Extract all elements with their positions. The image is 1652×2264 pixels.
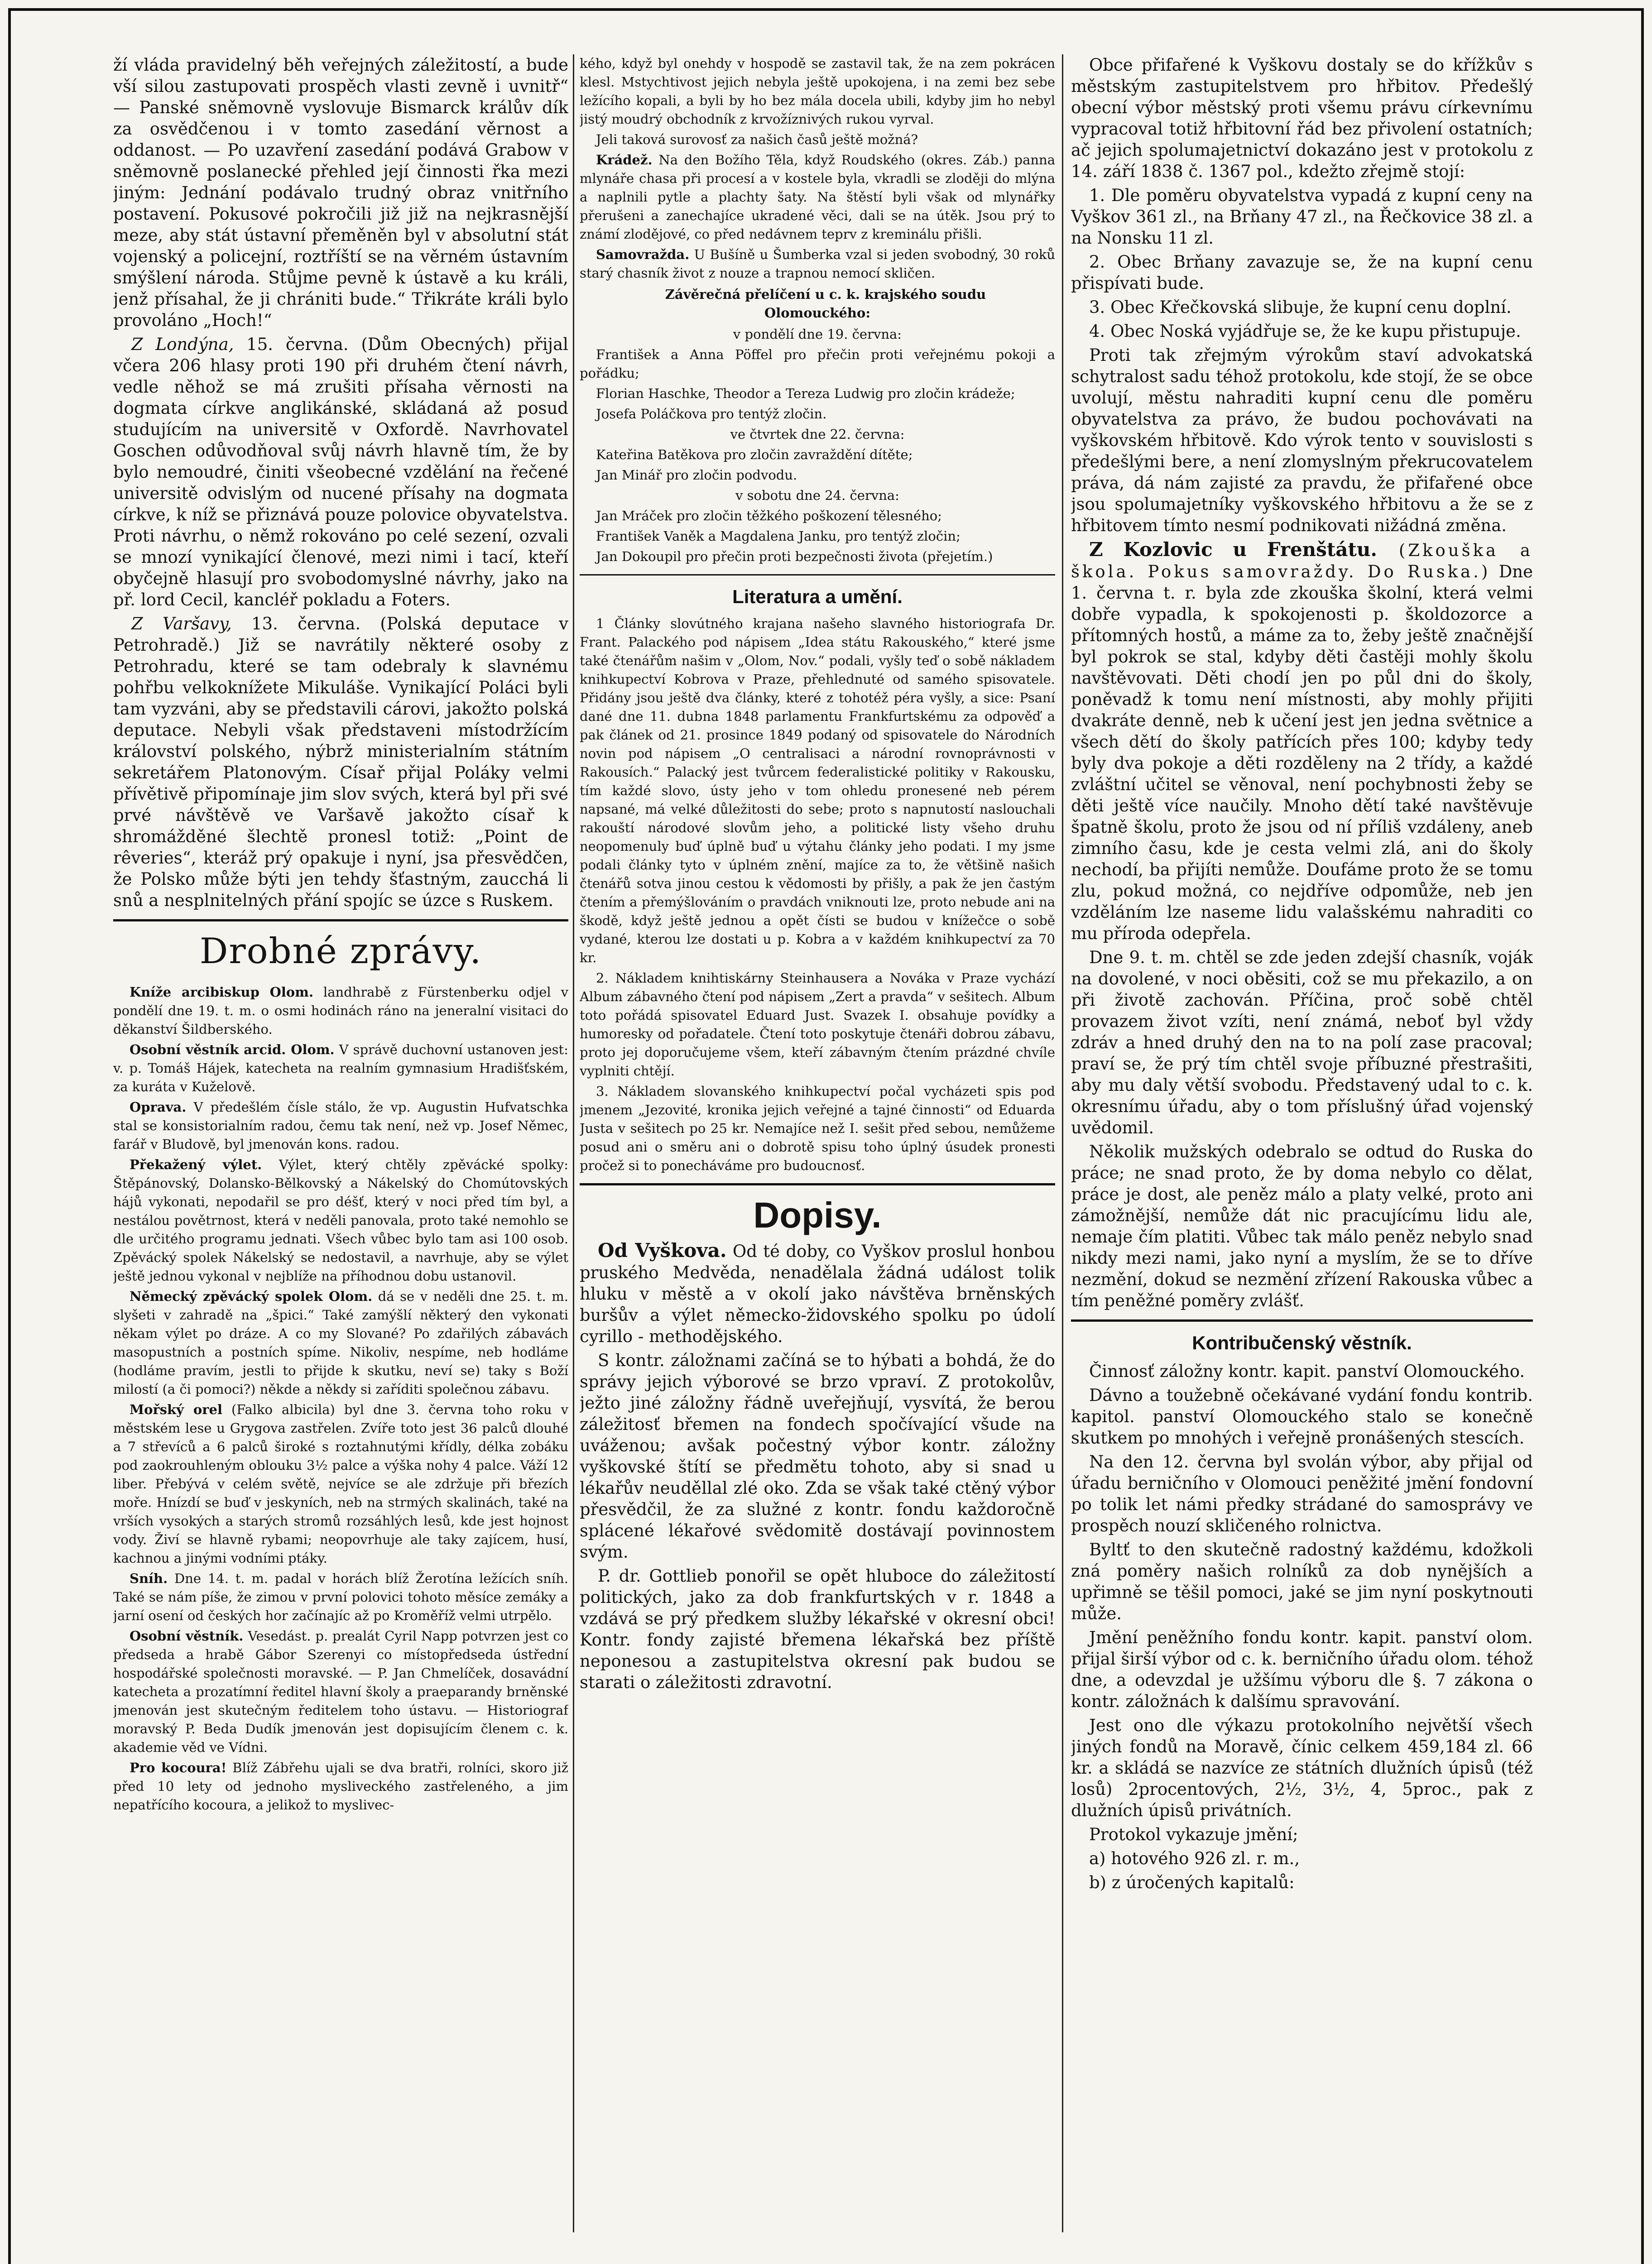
section-divider: [580, 574, 1055, 576]
court-heading: Závěrečná přelíčení u c. k. krajského soudu Olomouckého:: [665, 287, 986, 321]
court-date: ve čtvrtek dne 22. června:: [730, 427, 905, 442]
news-item-lead: Pro kocoura!: [130, 1760, 227, 1775]
news-item-lead: Německý zpěvácký spolek Olom.: [130, 1289, 373, 1304]
news-item-lead: Překažený výlet.: [130, 1157, 262, 1172]
news-item: [113, 1287, 568, 1399]
kontribucensky-paragraph: Jmění peněžního fondu kontr. kapit. panství olom. přijal širší výbor od c. k. berničního úřadu olom. téhož dne, a odevzdal je užšímu výboru dle §. 7 zákona o kontr. záložnách k dalšímu spravování.: [1071, 1628, 1533, 1711]
news-item-lead: Kníže arcibiskup Olom.: [130, 984, 314, 1000]
kontribucensky-article: [1071, 1361, 1533, 1845]
literature-item: 2. Nákladem knihtiskárny Steinhausera a Nováka v Praze vychází Album zábavného čtení pod nápisem „Zert a pravda“ v sešitech. Album toto pořádá spisovatel Eduard Just. Svazek I. obsahuje povídky a humoresky od pořadatele. Čtení toto poskytuje čtenáři dobrou zábavu, proto jej doporučujeme všem, kteří zábavným čtením prázdné chvíle vyplniti chtějí.: [580, 970, 1055, 1079]
news-item-text: (Falko albicila) byl dne 3. června toho roku v městském lese u Grygova zastřelen. Zvíře toto jest 36 palců dlouhé a 7 střevíců a 6 palců široké s roztahnutými křídly, délka zobáku pod zaokrouhleným oblouku 3½ palce a výška nohy 4 palce. Váží 12 liber. Přebývá v celém světě, nejvíce se ale zdržuje při březích moře. Hnízdí se buď v jeskyních, neb na strmých skalinách, také na vrších vysokých a starých stromů rozsáhlých lesů, kde jest hojnost vody. Živí se hlavně rybami; neopovrhuje ale taky zajícem, husí, kachnou a jinými vodními ptáky.: [113, 1402, 568, 1566]
kozlovice-lead: Z Kozlovic u Frenštátu.: [1089, 538, 1378, 561]
literature-list: [580, 614, 1055, 1175]
news-continuation: kého, když byl onehdy v hospodě se zastavil tak, že na zem pokrácen klesl. Mstychtivost jejich nebyla ještě upokojena, i na zemi bez sebe ležícího kopali, a byli by ho bez mála docela ubili, kdyby jim ho nebyl jistý moudrý obchodník z krvožíznivých rukou vyrval.: [580, 56, 1055, 127]
literature-item: 1 Články slovútného krajana našeho slavného historiografa Dr. Frant. Palackého pod nápisem „Idea státu Rakouského,“ které jsme také čtenářům našim v „Olom, Nov.“ podali, vyšly teď o sobě nákladem knihkupectví Kobrova v Praze, přehlednuté od samého spisovatele. Přidány jsou ještě dva články, které z tohotéž péra vyšly, a sice: Psaní dané dne 11. dubna 1848 parlamentu Frankfurtskému za odpověď a pak článek od 21. prosince 1849 podaný od spisovatele do Národních novin pod nápisem „O centralisaci a národní rovnoprávnosti v Rakousích.“ Palacký jest tvůrcem federalistické politiky v Rakousku, tím každé slovo, ústy jeho v tom ohledu pronesené neb pérem napsané, má velké důležitosti do sebe; proto s napnutostí naslouchali rakouští národové slovům jeho, a politické listy všeho druhu neopomenuly buď úplně buď u výtahu články jeho podati. I my jsme podali články tyto v úplném znění, majíce za to, že většině našich čtenářů sotva jinou cestou k vědomosti by přišly, a pak že jen častým čtením a přemýšlováním o pravdách vniknouti lze, proto nebude ani na škodě, když ještě jednou a opět čísti se budou v knížečce o sobě vydané, kterou lze dostati u p. Kobra a v každém knihkupectví za 70 kr.: [580, 616, 1055, 965]
court-list: [580, 325, 1055, 566]
vyskov-first-paragraph: [580, 1240, 1055, 1347]
court-date: v pondělí dne 19. června:: [733, 326, 902, 342]
politics-paragraph-berlin: ží vláda pravidelný běh veřejných záležitostí, a bude vší silou zastupovati prospěch vlasti zevně i uvnitř“ — Panské sněmovně vyslovuje Bismarck králův dík za osvědčenou i v tomto zasedání věrnost a oddanost. — Po uzavření zasedání podává Grabow v sněmovně poslanecké přehled její činnosti řka mezi jiným: Jednání podávalo trudný obraz vnitřního postavení. Pokusové pokročili již již na nejkrasnější meze, aby stát ústavní přeměněn byl v absolutní stát vojenský a policejní, roztříští se na věrném ústavním smýšlení národa. Stůjme pevně k ústavě a ku králi, jenž přísahal, že ji chrániti bude.“ Třikráte králi bylo provoláno „Hoch!“: [113, 55, 568, 330]
news-item-lead: Osobní věstník arcid. Olom.: [130, 1042, 335, 1057]
theft-lead: Krádež.: [596, 152, 653, 168]
list-item-b: b) z úročených kapitalů:: [1089, 1873, 1295, 1892]
vyskov-letter: [580, 1240, 1055, 1693]
cemetery-paragraph: 1. Dle poměru obyvatelstva vypadá z kupní ceny na Vyškov 361 zl., na Brňany 47 zl., na Řečkovice 38 zl. a na Nonsku 11 zl.: [1071, 186, 1533, 248]
news-item-text: Blíž Zábřehu ujali se dva bratři, rolníci, skoro již před 10 lety od jednoho mysliveckého zastřeleného, a jim nepatřícího kocoura, a jelikož to myslivec-: [113, 1760, 568, 1813]
news-item: [113, 1098, 568, 1154]
column-3: [1071, 54, 1533, 2246]
court-case: Jan Dokoupil pro přečin proti bezpečnosti života (přejetím.): [596, 549, 993, 564]
kontribucensky-paragraph: Dávno a toužebně očekávané vydání fondu kontrib. kapitol. panství Olomouckého stalo se konečně skutkem po mnohých i veřejně pronášených stescích.: [1071, 1386, 1533, 1448]
theft-text: Na den Božího Těla, když Roudského (okres. Záb.) panna mlynáře chasa při procesí a v kostele byla, vkradli se zloději do mlýna a naplnili pytle a plachty šaty. Na štěstí byli však od mlynářky přerušeni a zanechajíce ukradené věci, dali se na útěk. Jsou prý to známí zlodějové, co před nedávnem teprv z kreminálu přišli.: [580, 152, 1055, 242]
court-case: František a Anna Pöffel pro přečin proti veřejnému pokoji a pořádku;: [580, 347, 1055, 381]
kontribucensky-heading: Kontribučenský věstník.: [1192, 1332, 1412, 1353]
news-question: Jeli taková surovosť za našich časů ještě možná?: [596, 132, 918, 147]
court-case: Josefa Poláčkova pro tentýž zločin.: [596, 406, 827, 422]
suicide-paragraph: [580, 245, 1055, 283]
court-case: Jan Minář pro zločin podvodu.: [596, 467, 797, 483]
london-dateline: Z Londýna,: [131, 335, 234, 354]
literature-item: 3. Nákladem slovanského knihkupectví počal vycházeti spis pod jmenem „Jezovité, kronika jejich veřejné a tajné činnosti“ od Eduarda Justa v sešitech po 25 kr. Nemajíce než I. sešit před sebou, nemůžeme posud ani o směru ani o dobrotě spisu toho úplný úsudek pronesti pročež si to ponecháváme pro budoucnosť.: [580, 1084, 1055, 1173]
list-item-a: a) hotového 926 zl. r. m.,: [1089, 1849, 1300, 1868]
suicide-text: U Bušíně u Šumberka vzal si jeden svobodný, 30 roků starý chasník život z nouze a trapnou nemocí skličen.: [580, 247, 1055, 281]
suicide-lead: Samovražda.: [596, 247, 690, 262]
vyskov-text: Od té doby, co Vyškov proslul honbou pruského Medvěda, nenadělala žádná událost tolik hluku v městě a v okolí jako návštěva brněnských buršův a výlet německo-židovského spolku po údolí cyrillo - methodějského.: [580, 1242, 1055, 1346]
news-item-text: landhrabě z Fürstenberku odjel v pondělí dne 19. t. m. o osmi hodinách ráno na jeneralní visitaci do děkanství Šildberského.: [113, 984, 568, 1037]
news-item-text: dá se v neděli dne 25. t. m. slyšeti v zahradě na „špici.“ Také zamýšlí některý den vykonati někam výlet po dráze. A co my Slované? Po zdařilých zábavách masopustních a postních spíme. Nikoliv, nespíme, neb hodláme (hodláme pravím, jestli to přijde k skutku, neví se) taky s Boží milostí (a či pomoci?) někde a někdy si zaříditi společnou zábavu.: [113, 1289, 568, 1397]
cemetery-article: [1071, 54, 1533, 536]
court-case: Florian Haschke, Theodor a Tereza Ludwig pro zločin krádeže;: [596, 386, 1015, 401]
court-case: František Vaněk a Magdalena Janku, pro tentýž zločin;: [596, 528, 960, 544]
news-item: [113, 1156, 568, 1285]
column-2: [580, 54, 1055, 2246]
literatura-heading: Literatura a umění.: [732, 586, 903, 607]
dopisy-heading: Dopisy.: [753, 1195, 882, 1235]
cemetery-paragraph: 4. Obec Noská vyjádřuje se, že ke kupu přistupuje.: [1089, 321, 1521, 341]
column-1: [113, 54, 568, 2246]
warsaw-text: 13. června. (Polská deputace v Petrohradě.) Již se navrátily některé osoby z Petrohradu, které se tam odebraly k slavnému pohřbu velkoknížete Mikuláše. Vynikající Poláci byli tam vyzváni, aby se představili cárovi, jakožto polská deputace. Nebyli však představeni místodržícím království polského, nýbrž ministerialním státním sekretářem Platonovým. Císař přijal Poláky velmi přívětivě připomínaje jim slov svých, která byl při své prvé návštěvě ve Varšavě jakožto císař k shromážděné šlechtě pronesl totiž: „Point de rêveries“, kteráž prý opakuje i nyní, jsa přesvědčen, že Polsko může býti jen tehdy šťastným, zaucchá li snů a nesplnitelných přání spojíc se úzce s Ruskem.: [113, 614, 568, 910]
kozlovice-subtitle: (Zkouška a škola. Pokus samovraždy. Do Ruska.): [1071, 541, 1533, 581]
kontribucensky-paragraph: Jest ono dle výkazu protokolního největší všech jiných fondů na Moravě, čínic celkem 459,184 zl. 66 kr. a skládá se nazvíce ze státních dlužních úpisů (též losů) 2procentových, 2½, 3½, 4, 5proc., pak z dlužních úpisů privátních.: [1071, 1716, 1533, 1820]
kontribucensky-paragraph: Protokol vykazuje jmění;: [1089, 1825, 1298, 1844]
drobne-zpravy-heading: Drobné zprávy.: [199, 931, 482, 972]
section-divider: [1071, 1319, 1533, 1322]
news-item-lead: Oprava.: [130, 1099, 187, 1115]
news-item-text: Výlet, který chtěly zpěvácké spolky: Štěpánovský, Dolansko-Bělkovský a Nákelský do Chomútovských hájů vykonati, nepodařil se pro déšť, který v noci před tím byl, a nestálou povětrnost, která v neděli panovala, proto také nemohlo se dle určitého programu jednati. Všech vůbec bylo tam asi 100 osob. Zpěvácký spolek Nákelský se nedostavil, a navrhuje, aby se výlet ještě jednou vykonal v nejblíže na příhodnou dobu ustanovil.: [113, 1157, 568, 1284]
news-item: [113, 1569, 568, 1625]
cemetery-paragraph: 2. Obec Brňany zavazuje se, že na kupní cenu přispívati bude.: [1071, 252, 1533, 293]
kontribucensky-paragraph: Byltť to den skutečně radostný každému, kdožkoli zná poměry našich rolníků za dob nynějších a upřimně se těšil pomoci, jaké se jim nyní poskytnouti může.: [1071, 1540, 1533, 1623]
news-item-text: V předešlém čísle stálo, že vp. Augustin Hufvatschka stal se konsistorialním radou, čemu tak není, než vp. Josef Němec, farář v Bludově, byl jmenován kons. radou.: [113, 1099, 568, 1152]
kozlovice-text: Dne 1. června t. r. byla zde zkouška školní, která velmi dobře vypadla, k spokojenosti p. školdozorce a přítomných hostů, a máme za to, žeby ještě značnější byl pokrok se stal, kdyby děti častěji mohly školu navštěvovati. Děti chodí jen po půl dni do školy, poněvadž k tomu není místnosti, aby mohly přijiti dvakráte denně, neb k učení jest jen jedna světnice a všech dětí do školy patřících přes 100; kdyby tedy byly dva pokoje a děti rozděleny na 2 třídy, a každé zvláštní učitel se věnoval, není pochybnosti žeby se děti ještě více naučily. Mnoho dětí také navštěvuje špatně školu, proto že jsou od ní příliš vzdáleny, aneb zimního času, kde je cesta velmi zlá, ani do školy nechodí, ba přijíti nemůže. Doufáme proto že se tomu zlu, pokud možná, co nejdříve odpomůže, neb jen vzděláním lze naseme lidu valašskému nahraditi co mu příroda odepřela.: [1071, 562, 1533, 943]
warsaw-dateline: Z Varšavy,: [131, 614, 232, 633]
court-case: Kateřina Batěkova pro zločin zavraždění dítěte;: [596, 447, 913, 462]
warsaw-paragraph: [113, 613, 568, 911]
kozlovice-paragraph: Dne 9. t. m. chtěl se zde jeden zdejší chasník, voják na dovolené, v noci oběsiti, což se mu překazilo, a on při životě zachován. Příčina, proč sobě chtěl provazem život vzíti, není známá, neboť byl vždy zdráv a hned druhý den na to na polí zase pracoval; praví se, že prý tím chtěl svoje příbuzné přestrašiti, aby mu daly větší svobodu. Představený udal to c. k. okresnímu úřadu, aby o tom příslušný úřad vojenský uvědomil.: [1071, 948, 1533, 1137]
cemetery-paragraph: Proti tak zřejmým výrokům staví advokatská schytralost sadu téhož protokolu, kde stojí, že se obce uvolují, městu nahraditi kupní cenu dle poměru obyvatelstva za právo, že budou pochovávati na vyškovském hřbitově. Kdo výrok tento v souvislosti s předešlými bere, a není zlomyslným překrucovatelem práva, dá nám zajisté za pravdu, že přifařené obce jsou spolumajetníky vyškovského hřbitovu a že se z hřbitovem tímto nesmí podnikovati nižádná změna.: [1071, 345, 1533, 535]
kontribucensky-paragraph: Na den 12. června byl svolán výbor, aby přijal od úřadu berničního v Olomouci peněžité jmění fondovní po tolik let námi předky strádané do samosprávy ve prospěch nouzí skličeného rolnictva.: [1071, 1452, 1533, 1535]
section-divider: [113, 919, 568, 921]
news-item: [113, 1041, 568, 1096]
vyskov-paragraph: S kontr. záložnami začíná se to hýbati a bohdá, že do správy jejich výborové se brzo vpraví. Z protokolův, ježto jiné záložny řádně uveřejňují, vysvítá, že berou záležitosť břemen na fondech spočívající všude na uváženou; avšak počestný výbor kontr. záložny vyškovské štítí se předmětu tohoto, aby si snad u lékařův neuděllal zlé oko. Zda se však také ctěný výbor přesvědčil, že za služné z kontr. fondu každoročně splácené lékařové svědomitě dostávají povinnostem svým.: [580, 1351, 1055, 1562]
vyskov-lead: Od Vyškova.: [598, 1239, 727, 1262]
section-divider: [580, 1183, 1055, 1185]
news-list: [113, 983, 568, 1814]
news-item: [113, 1627, 568, 1757]
cemetery-paragraph: Obce přifařené k Vyškovu dostaly se do křížkův s městským zastupitelstvem pro hřbitov. Předešlý obecní výbor městský proti všemu právu církevnímu vypracoval totiž hřbitovní řád bez přivolení ostatních; ač jejich spolumajetnictví dokazáno jest v protokolu z 14. září 1838 č. 1367 pol., kdežto zřejmě stojí:: [1071, 55, 1533, 181]
kontribucensky-paragraph: Činnosť záložny kontr. kapit. panství Olomouckého.: [1089, 1362, 1525, 1381]
news-item-text: V správě duchovní ustanoven jest: v. p. Tomáš Hájek, katecheta na realním gymnasium Hradišťském, za kuráta v Kuželově.: [113, 1042, 568, 1094]
court-date: v sobotu dne 24. června:: [735, 488, 899, 503]
news-item-lead: Mořský orel: [130, 1402, 222, 1417]
kozlovice-paragraph: Několik mužských odebralo se odtud do Ruska do práce; ne snad proto, že by doma nebylo co dělat, práce je dost, ale peněz málo a platy velké, proto ani zámožnější, nemůže dát nic pracujícímu lidu ale, nemaje čím platiti. Vůbec tak málo peněz nebylo snad nikdy mezi nami, jako nyní a myslím, že se to dříve nezmění, dokud se nezmění zřízení Rakouska vůbec a tím peněžné poměry zvlášť.: [1071, 1142, 1533, 1310]
london-text: 15. června. (Dům Obecných) přijal včera 206 hlasy proti 190 při druhém čtení návrh, vedle něhož se má zrušiti přísaha věrnosti na dogmata církve anglikánské, skládaná až posud studujícím na universitě v Oxfordě. Navrhovatel Goschen odůvodňoval svůj návrh hlavně tím, že by bylo nemoudré, činiti všeobecné vzdělání na řečené universitě odvislým od nucené přísahy na dogmata církve, k níž se přiznává pouze polovice obyvatelstva. Proti návrhu, o němž rokováno po celé sezení, ozvali se mnozí vynikající členové, mezi nimi i tací, kteří obyčejně hlasují pro svobodomyslné návrhy, jako na př. lord Cecil, kancléř pokladu a Foters.: [113, 335, 568, 609]
court-case: Jan Mráček pro zločin těžkého poškození tělesného;: [596, 508, 942, 523]
kozlovice-paragraph: [1071, 539, 1533, 944]
column-rule-left: [573, 54, 574, 2232]
news-item-lead: Sníh.: [130, 1571, 168, 1586]
news-item-text: Dne 14. t. m. padal v horách blíž Žerotína ležících sníh. Také se nám píše, že zimou v první polovici tohoto měsíce zemáky a jarní osení od českých hor začínajíc až po Kroměříž velmi utrpělo.: [113, 1571, 568, 1623]
news-item: [113, 1401, 568, 1568]
london-paragraph: [113, 334, 568, 610]
news-item: [113, 1759, 568, 1814]
news-item-lead: Osobní věstník.: [130, 1628, 244, 1644]
news-item: [113, 983, 568, 1039]
cemetery-paragraph: 3. Obec Křečkovská slibuje, že kupní cenu doplní.: [1089, 297, 1512, 317]
news-item-text: Vesedást. p. prealát Cyril Napp potvrzen jest co předseda a hrabě Gábor Szerenyi co místopředseda ústřední hospodářské společnosti moravské. — P. Jan Chmelíček, dosavádní katecheta a prozatímní ředitel hlavní školy a praeparandy brněnské jmenován jest skutečným ředitelem toho ústavu. — Historiograf moravský P. Beda Dudík jmenován jest dopisujícím členem c. k. akademie věd ve Vídni.: [113, 1628, 568, 1755]
vyskov-paragraph: P. dr. Gottlieb ponořil se opět hluboce do záležitostí politických, jako za dob frankfurtských v r. 1848 a vzdává se prý předkem služby lékařské v okresní obci! Kontr. fondy zajisté břemena lékařská bez příště neponesou a zastupitelstva okresní pak budou se starati o záležitosti zdravotní.: [580, 1566, 1055, 1692]
column-rule-right: [1062, 54, 1063, 2232]
theft-paragraph: [580, 151, 1055, 244]
